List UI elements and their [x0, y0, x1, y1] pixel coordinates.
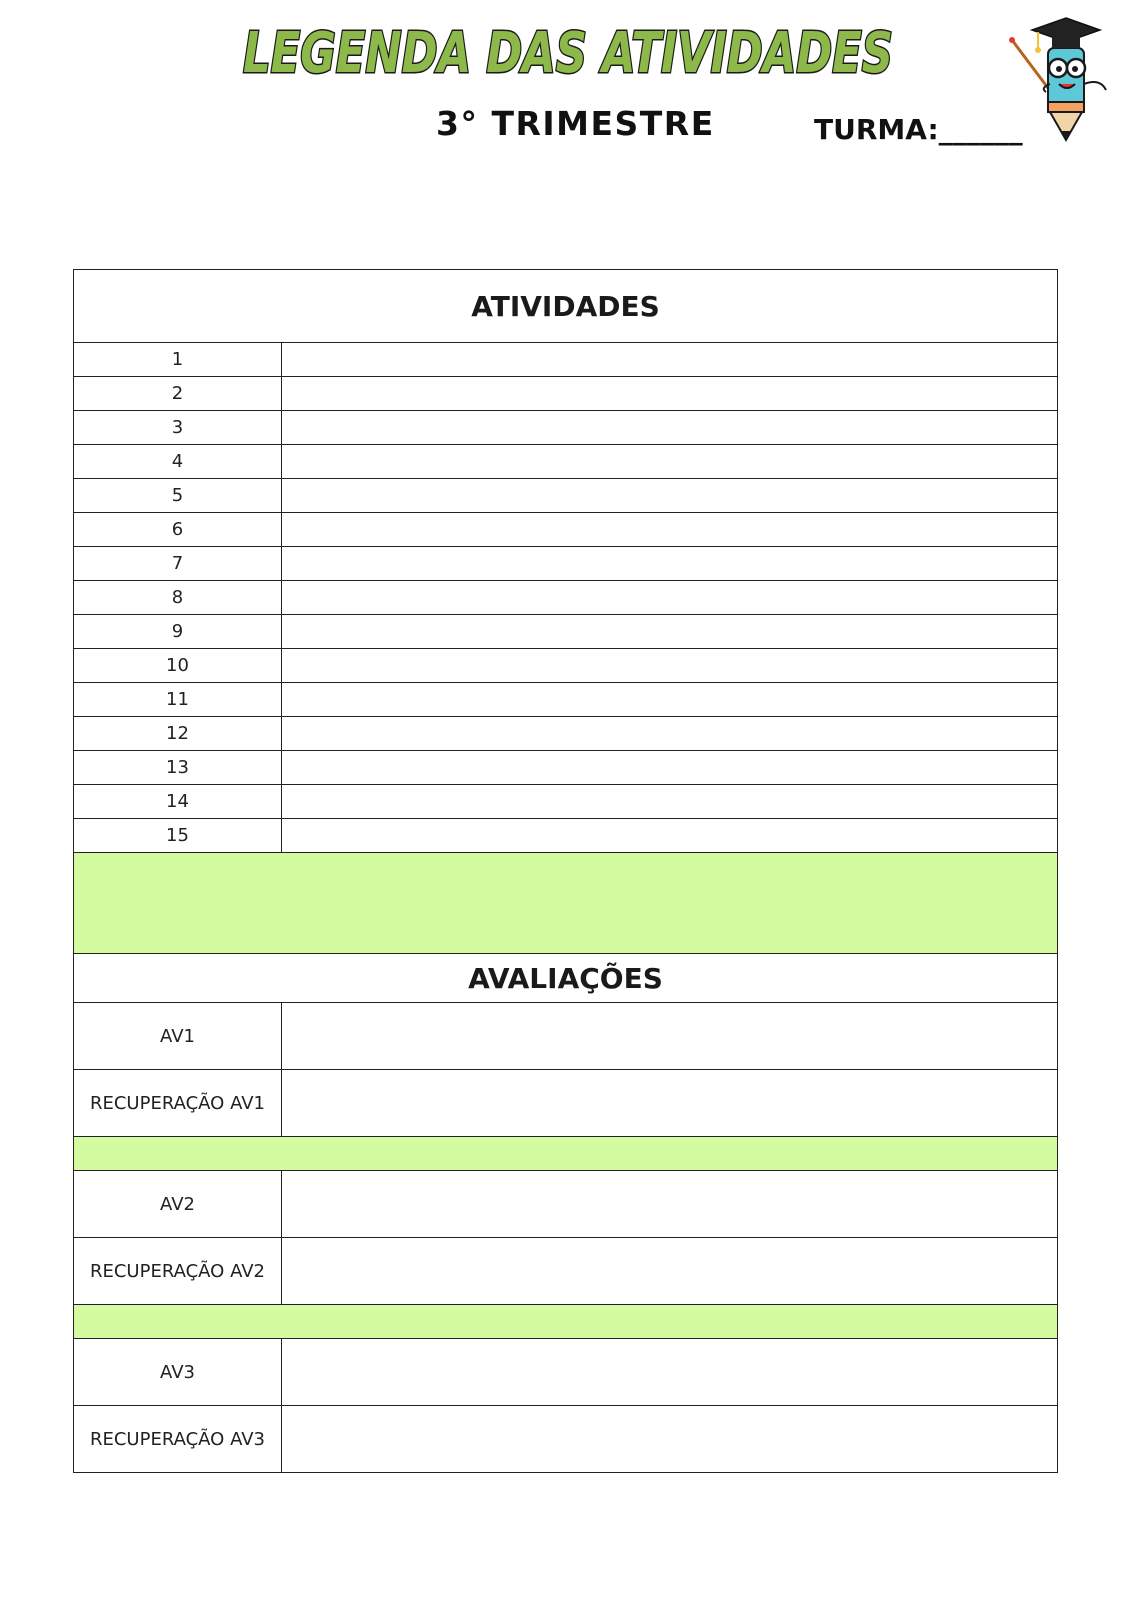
activity-number: 4 — [74, 445, 282, 479]
activity-entry-cell[interactable] — [282, 445, 1058, 479]
green-divider-cell — [74, 1137, 1058, 1171]
activity-number: 5 — [74, 479, 282, 513]
green-divider — [74, 1305, 1058, 1339]
evaluation-row — [74, 1171, 1058, 1238]
activity-entry-cell[interactable] — [282, 615, 1058, 649]
activity-number: 6 — [74, 513, 282, 547]
recovery-row — [74, 1070, 1058, 1137]
recovery-entry-cell[interactable] — [282, 1238, 1058, 1305]
table-row — [74, 717, 1058, 751]
activity-entry-cell[interactable] — [282, 649, 1058, 683]
evaluation-entry-cell[interactable] — [282, 1339, 1058, 1406]
green-divider-cell — [74, 1305, 1058, 1339]
activity-entry-cell[interactable] — [282, 785, 1058, 819]
table-row — [74, 581, 1058, 615]
activity-entry-cell[interactable] — [282, 411, 1058, 445]
activity-entry-cell[interactable] — [282, 717, 1058, 751]
activity-entry-cell[interactable] — [282, 751, 1058, 785]
activity-number: 2 — [74, 377, 282, 411]
table-row — [74, 479, 1058, 513]
table-row — [74, 377, 1058, 411]
evaluations-header-row — [74, 954, 1058, 1003]
evaluations-heading: AVALIAÇÕES — [74, 954, 1058, 1003]
evaluation-entry-cell[interactable] — [282, 1171, 1058, 1238]
activity-entry-cell[interactable] — [282, 513, 1058, 547]
table-row — [74, 649, 1058, 683]
evaluation-row — [74, 1003, 1058, 1070]
table-row — [74, 445, 1058, 479]
activity-number: 8 — [74, 581, 282, 615]
activity-number: 15 — [74, 819, 282, 853]
pencil-graduate-mascot-icon — [1008, 8, 1126, 148]
activity-number: 3 — [74, 411, 282, 445]
activity-entry-cell[interactable] — [282, 547, 1058, 581]
activity-number: 9 — [74, 615, 282, 649]
green-divider — [74, 853, 1058, 954]
activity-number: 10 — [74, 649, 282, 683]
green-divider-cell — [74, 853, 1058, 954]
evaluation-label: AV3 — [74, 1339, 282, 1406]
activity-number: 12 — [74, 717, 282, 751]
recovery-label: RECUPERAÇÃO AV2 — [74, 1238, 282, 1305]
activity-entry-cell[interactable] — [282, 581, 1058, 615]
table-row — [74, 819, 1058, 853]
activity-entry-cell[interactable] — [282, 479, 1058, 513]
recovery-row — [74, 1406, 1058, 1473]
table-row — [74, 513, 1058, 547]
evaluation-entry-cell[interactable] — [282, 1003, 1058, 1070]
table-row — [74, 343, 1058, 377]
evaluation-label: AV1 — [74, 1003, 282, 1070]
table-row — [74, 615, 1058, 649]
recovery-entry-cell[interactable] — [282, 1406, 1058, 1473]
activities-table — [73, 269, 1058, 1473]
activity-entry-cell[interactable] — [282, 819, 1058, 853]
activity-number: 1 — [74, 343, 282, 377]
activity-number: 11 — [74, 683, 282, 717]
table-row — [74, 411, 1058, 445]
table-row — [74, 785, 1058, 819]
activity-number: 7 — [74, 547, 282, 581]
turma-field: TURMA:______ — [814, 113, 1023, 146]
recovery-row — [74, 1238, 1058, 1305]
activities-header-row — [74, 270, 1058, 343]
recovery-entry-cell[interactable] — [282, 1070, 1058, 1137]
activity-number: 14 — [74, 785, 282, 819]
table-row — [74, 683, 1058, 717]
table-row — [74, 751, 1058, 785]
page-title — [228, 10, 908, 90]
evaluation-row — [74, 1339, 1058, 1406]
recovery-label: RECUPERAÇÃO AV1 — [74, 1070, 282, 1137]
activity-entry-cell[interactable] — [282, 377, 1058, 411]
evaluation-label: AV2 — [74, 1171, 282, 1238]
activities-heading: ATIVIDADES — [74, 270, 1058, 343]
title-text: LEGENDA DAS ATIVIDADES — [243, 21, 893, 86]
activity-number: 13 — [74, 751, 282, 785]
activity-entry-cell[interactable] — [282, 683, 1058, 717]
activity-entry-cell[interactable] — [282, 343, 1058, 377]
green-divider — [74, 1137, 1058, 1171]
trimester-subtitle: 3° TRIMESTRE — [436, 104, 715, 143]
table-row — [74, 547, 1058, 581]
recovery-label: RECUPERAÇÃO AV3 — [74, 1406, 282, 1473]
